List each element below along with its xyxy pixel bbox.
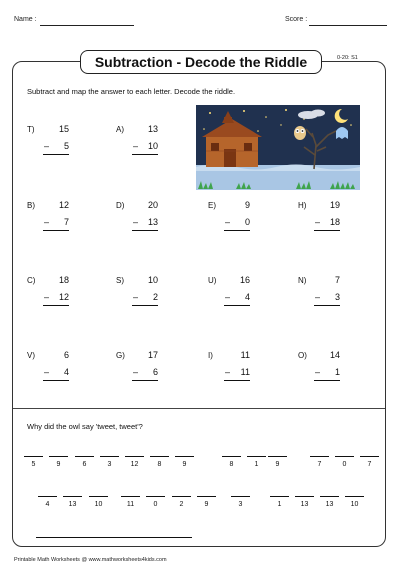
code-number: 3 — [107, 461, 112, 468]
minuend: 7 — [334, 275, 340, 285]
section-divider — [13, 408, 385, 409]
letter-blank[interactable] — [100, 456, 119, 457]
minuend: 15 — [58, 124, 69, 134]
problem-letter: N) — [298, 276, 307, 285]
answer-rule[interactable] — [43, 230, 69, 231]
riddle-question: Why did the owl say 'tweet, tweet'? — [27, 422, 143, 431]
minus-sign: – — [44, 367, 50, 377]
letter-blank[interactable] — [125, 456, 144, 457]
subtrahend: 0 — [244, 217, 250, 227]
letter-blank[interactable] — [295, 496, 314, 497]
worksheet-code: 0-20: S1 — [337, 55, 358, 61]
letter-blank[interactable] — [345, 496, 364, 497]
footer-prefix: Printable Math Worksheets @ — [14, 557, 89, 563]
minuend: 9 — [244, 200, 250, 210]
minus-sign: – — [315, 367, 321, 377]
letter-blank[interactable] — [222, 456, 241, 457]
code-number: 12 — [130, 461, 139, 468]
subtrahend: 18 — [329, 217, 340, 227]
subtrahend: 11 — [240, 367, 250, 377]
letter-blank[interactable] — [121, 496, 140, 497]
answer-rule[interactable] — [132, 154, 158, 155]
minus-sign: – — [44, 141, 50, 151]
name-label: Name : — [14, 16, 37, 23]
code-number: 10 — [94, 501, 103, 508]
code-number: 1 — [254, 461, 259, 468]
minuend: 12 — [58, 200, 69, 210]
code-number: 9 — [182, 461, 187, 468]
letter-blank[interactable] — [38, 496, 57, 497]
minuend: 17 — [147, 350, 158, 360]
minus-sign: – — [225, 292, 231, 302]
answer-rule[interactable] — [224, 380, 250, 381]
answer-rule[interactable] — [314, 230, 340, 231]
page-title: Subtraction - Decode the Riddle — [80, 50, 322, 74]
problem-letter: V) — [27, 351, 35, 360]
letter-blank[interactable] — [75, 456, 94, 457]
code-number: 3 — [238, 501, 243, 508]
problem-letter: C) — [27, 276, 36, 285]
code-number: 1 — [277, 501, 282, 508]
code-number: 8 — [157, 461, 162, 468]
minuend: 6 — [63, 350, 69, 360]
code-number: 4 — [45, 501, 50, 508]
minus-sign: – — [315, 217, 321, 227]
instructions: Subtract and map the answer to each letter. Decode the riddle. — [27, 87, 236, 96]
minus-sign: – — [44, 292, 50, 302]
problem-letter: D) — [116, 201, 125, 210]
answer-rule[interactable] — [43, 154, 69, 155]
subtrahend: 12 — [58, 292, 69, 302]
code-number: 13 — [325, 501, 334, 508]
subtrahend: 3 — [334, 292, 340, 302]
subtrahend: 1 — [334, 367, 340, 377]
letter-blank[interactable] — [310, 456, 329, 457]
problem-letter: U) — [208, 276, 217, 285]
minuend: 16 — [239, 275, 250, 285]
minuend: 20 — [147, 200, 158, 210]
code-number: 2 — [179, 501, 184, 508]
letter-blank[interactable] — [89, 496, 108, 497]
minus-sign: – — [225, 367, 231, 377]
letter-blank[interactable] — [270, 496, 289, 497]
letter-blank[interactable] — [320, 496, 339, 497]
code-number: 6 — [82, 461, 87, 468]
code-number: 0 — [342, 461, 347, 468]
letter-blank[interactable] — [335, 456, 354, 457]
minus-sign: – — [225, 217, 231, 227]
answer-rule[interactable] — [314, 305, 340, 306]
letter-blank[interactable] — [146, 496, 165, 497]
answer-rule[interactable] — [224, 230, 250, 231]
code-number: 11 — [126, 501, 135, 508]
subtrahend: 7 — [63, 217, 69, 227]
minuend: 11 — [240, 350, 250, 360]
subtrahend: 13 — [147, 217, 158, 227]
answer-rule[interactable] — [314, 380, 340, 381]
name-field[interactable] — [40, 25, 134, 26]
problem-letter: T) — [27, 125, 35, 134]
answer-rule[interactable] — [224, 305, 250, 306]
answer-rule[interactable] — [43, 305, 69, 306]
letter-blank[interactable] — [231, 496, 250, 497]
minus-sign: – — [133, 367, 139, 377]
minuend: 13 — [147, 124, 158, 134]
subtrahend: 10 — [147, 141, 158, 151]
answer-line[interactable] — [36, 537, 192, 538]
minus-sign: – — [133, 217, 139, 227]
haunted-house-illustration — [196, 105, 360, 190]
code-number: 7 — [367, 461, 372, 468]
code-number: 7 — [317, 461, 322, 468]
minus-sign: – — [133, 292, 139, 302]
answer-rule[interactable] — [132, 230, 158, 231]
minuend: 18 — [58, 275, 69, 285]
problem-letter: S) — [116, 276, 124, 285]
problem-letter: B) — [27, 201, 35, 210]
letter-blank[interactable] — [150, 456, 169, 457]
owl-icon — [294, 126, 306, 140]
minuend: 10 — [147, 275, 158, 285]
footer-site-link[interactable]: www.mathworksheets4kids.com — [88, 557, 167, 563]
code-number: 8 — [229, 461, 234, 468]
minus-sign: – — [315, 292, 321, 302]
answer-rule[interactable] — [132, 305, 158, 306]
score-label: Score : — [285, 16, 308, 23]
problem-letter: I) — [208, 351, 213, 360]
minuend: 19 — [329, 200, 340, 210]
code-number: 9 — [56, 461, 61, 468]
code-number: 13 — [68, 501, 77, 508]
code-number: 5 — [31, 461, 36, 468]
minuend: 14 — [329, 350, 340, 360]
footer-text — [14, 557, 167, 563]
subtrahend: 6 — [152, 367, 158, 377]
code-number: 13 — [300, 501, 309, 508]
letter-blank[interactable] — [197, 496, 216, 497]
answer-rule[interactable] — [132, 380, 158, 381]
letter-blank[interactable] — [172, 496, 191, 497]
letter-blank[interactable] — [63, 496, 82, 497]
code-number: 9 — [204, 501, 209, 508]
subtrahend: 4 — [244, 292, 250, 302]
code-number: 9 — [275, 461, 280, 468]
answer-rule[interactable] — [43, 380, 69, 381]
letter-blank[interactable] — [268, 456, 287, 457]
problem-letter: G) — [116, 351, 125, 360]
letter-blank[interactable] — [24, 456, 43, 457]
score-field[interactable] — [309, 25, 387, 26]
subtrahend: 5 — [63, 141, 69, 151]
problem-letter: A) — [116, 125, 124, 134]
code-number: 0 — [153, 501, 158, 508]
letter-blank[interactable] — [49, 456, 68, 457]
minus-sign: – — [133, 141, 139, 151]
subtrahend: 2 — [152, 292, 158, 302]
letter-blank[interactable] — [360, 456, 379, 457]
code-number: 10 — [350, 501, 359, 508]
minus-sign: – — [44, 217, 50, 227]
problem-letter: E) — [208, 201, 216, 210]
letter-blank[interactable] — [247, 456, 266, 457]
problem-letter: H) — [298, 201, 307, 210]
letter-blank[interactable] — [175, 456, 194, 457]
problem-letter: O) — [298, 351, 307, 360]
subtrahend: 4 — [63, 367, 69, 377]
